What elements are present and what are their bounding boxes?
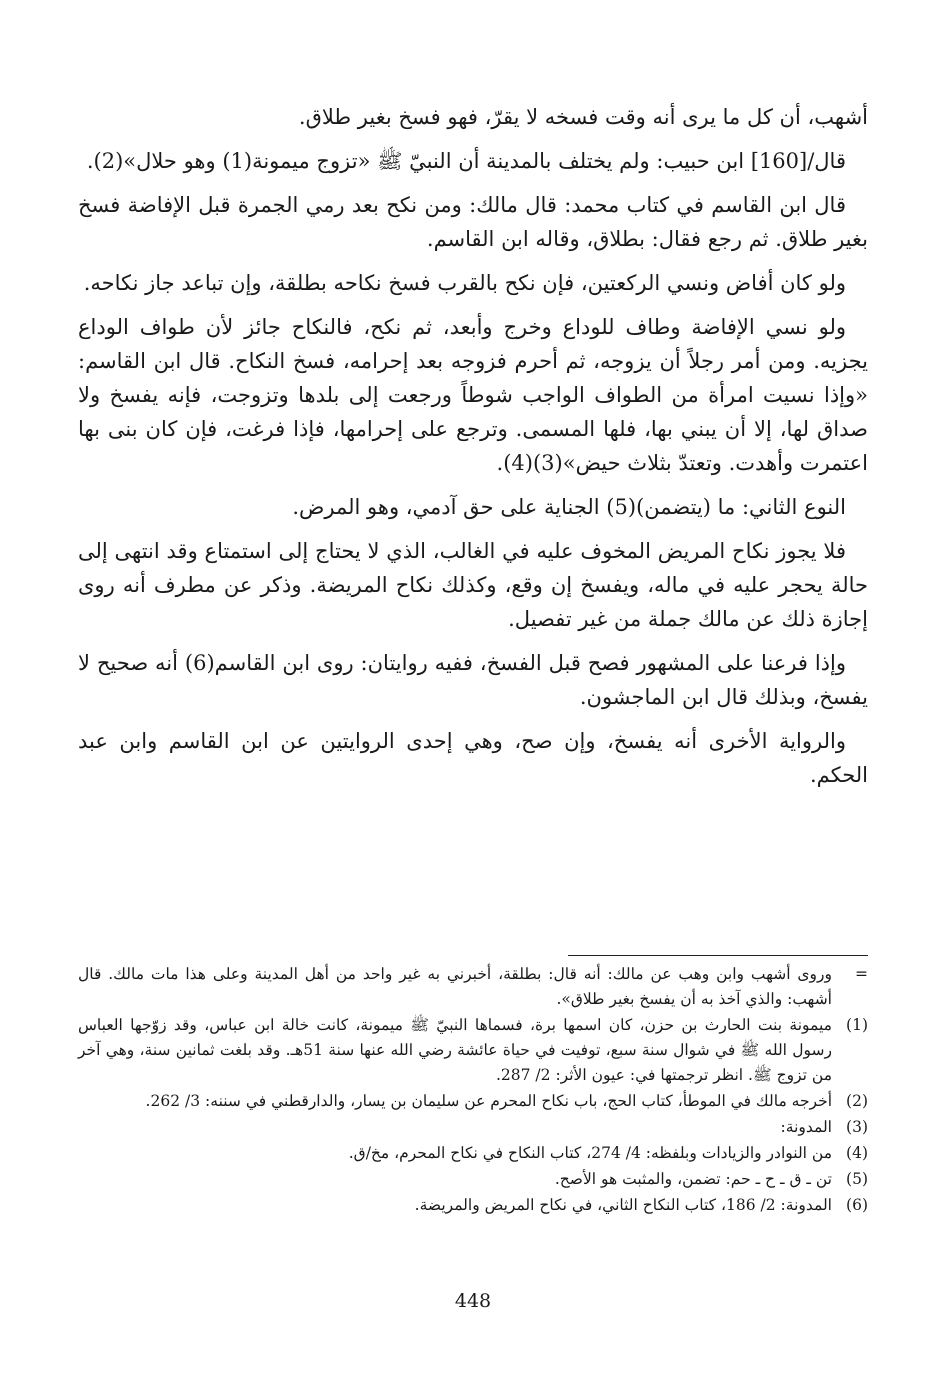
- footnote-number: (4): [846, 1144, 868, 1162]
- paragraph: قال ابن القاسم في كتاب محمد: قال مالك: ومن نكح بعد رمي الجمرة قبل الإفاضة فسخ بغير طلاق. ثم رجع فقال: بطلاق، وقاله ابن القاسم.: [78, 193, 868, 251]
- footnotes: [78, 962, 868, 1219]
- paragraph: ولو كان أفاض ونسي الركعتين، فإن نكح بالقرب فسخ نكاحه بطلقة، وإن تباعد جاز نكاحه.: [83, 271, 846, 295]
- footnote: [78, 1141, 868, 1166]
- main-text: [78, 100, 868, 802]
- paragraph: ولو نسي الإفاضة وطاف للوداع وخرج وأبعد، ثم نكح، فالنكاح جائز لأن طواف الوداع يجزيه. ومن أمر رجلاً أن يزوجه، ثم أحرم فزوجه بعد إحرامه، فسخ النكاح. قال ابن القاسم: «وإذا نسيت امرأة من الطواف الواجب شوطاً ورجعت إلى بلدها وتزوجت، فإنه يفسخ ولا صداق لها، إلا أن يبني بها، فلها المسمى. وترجع على إحرامها، فإذا فرغت، فإن كان بنى بها اعتمرت وأهدت. وتعتدّ بثلاث حيض»(3)(4).: [78, 315, 868, 475]
- footnote-text: المدونة: 2/ 186، كتاب النكاح الثاني، في نكاح المريض والمريضة.: [414, 1196, 832, 1214]
- paragraph: قال/[160] ابن حبيب: ولم يختلف بالمدينة أن النبيّ ﷺ «تزوج ميمونة(1) وهو حلال»(2).: [86, 149, 846, 173]
- footnote-number: (6): [846, 1196, 868, 1214]
- footnote-number: (2): [846, 1092, 868, 1110]
- footnote-text: وروى أشهب وابن وهب عن مالك: أنه قال: بطلقة، أخبرني به غير واحد من أهل المدينة وعلى هذا مات مالك. قال أشهب: والذي آخذ به أن يفسخ بغير طلاق».: [78, 965, 832, 1008]
- paragraph: أشهب، أن كل ما يرى أنه وقت فسخه لا يقرّ، فهو فسخ بغير طلاق.: [298, 105, 868, 129]
- footnote-text: تن ـ ق ـ ح ـ حم: تضمن، والمثبت هو الأصح.: [554, 1170, 832, 1188]
- footnote-text: ميمونة بنت الحارث بن حزن، كان اسمها برة، فسماها النبيّ ﷺ ميمونة، كانت خالة ابن عباس، وقد زوّجها العباس رسول الله ﷺ في شوال سنة سبع، توفيت في حياة عائشة رضي الله عنها سنة 51هـ. وقد بلغت ثمانين سنة، وهي آخر من تزوج ﷺ. انظر ترجمتها في: عيون الأثر: 2/ 287.: [78, 1016, 832, 1084]
- page-number: 448: [454, 1290, 492, 1312]
- footnote: [78, 1115, 868, 1140]
- footnote: [78, 1089, 868, 1114]
- footnote-text: أخرجه مالك في الموطأ، كتاب الحج، باب نكاح المحرم عن سليمان بن يسار، والدارقطني في سننه: 3/ 262.: [145, 1092, 832, 1110]
- paragraph: النوع الثاني: ما (يتضمن)(5) الجناية على حق آدمي، وهو المرض.: [292, 495, 846, 519]
- paragraph: فلا يجوز نكاح المريض المخوف عليه في الغالب، الذي لا يحتاج إلى استمتاع وقد انتهى إلى حالة يحجر عليه في ماله، ويفسخ إن وقع، وكذلك نكاح المريضة. وذكر عن مطرف أنه روى إجازة ذلك عن مالك جملة من غير تفصيل.: [78, 539, 868, 631]
- footnote: [78, 962, 868, 1012]
- footnote-divider: [568, 955, 868, 956]
- footnote: [78, 1193, 868, 1218]
- footnote: [78, 1013, 868, 1088]
- footnote-number: =: [855, 965, 868, 983]
- footnote-text: المدونة:: [780, 1118, 832, 1136]
- footnote: [78, 1167, 868, 1192]
- paragraph: وإذا فرعنا على المشهور فصح قبل الفسخ، ففيه روايتان: روى ابن القاسم(6) أنه صحيح لا يفسخ، وبذلك قال ابن الماجشون.: [78, 651, 868, 709]
- paragraph: والرواية الأخرى أنه يفسخ، وإن صح، وهي إحدى الروايتين عن ابن القاسم وابن عبد الحكم.: [78, 729, 868, 787]
- footnote-number: (1): [846, 1016, 868, 1034]
- footnote-number: (5): [846, 1170, 868, 1188]
- footnote-number: (3): [846, 1118, 868, 1136]
- footnote-text: من النوادر والزيادات وبلفظه: 4/ 274، كتاب النكاح في نكاح المحرم، مخ/ق.: [348, 1144, 832, 1162]
